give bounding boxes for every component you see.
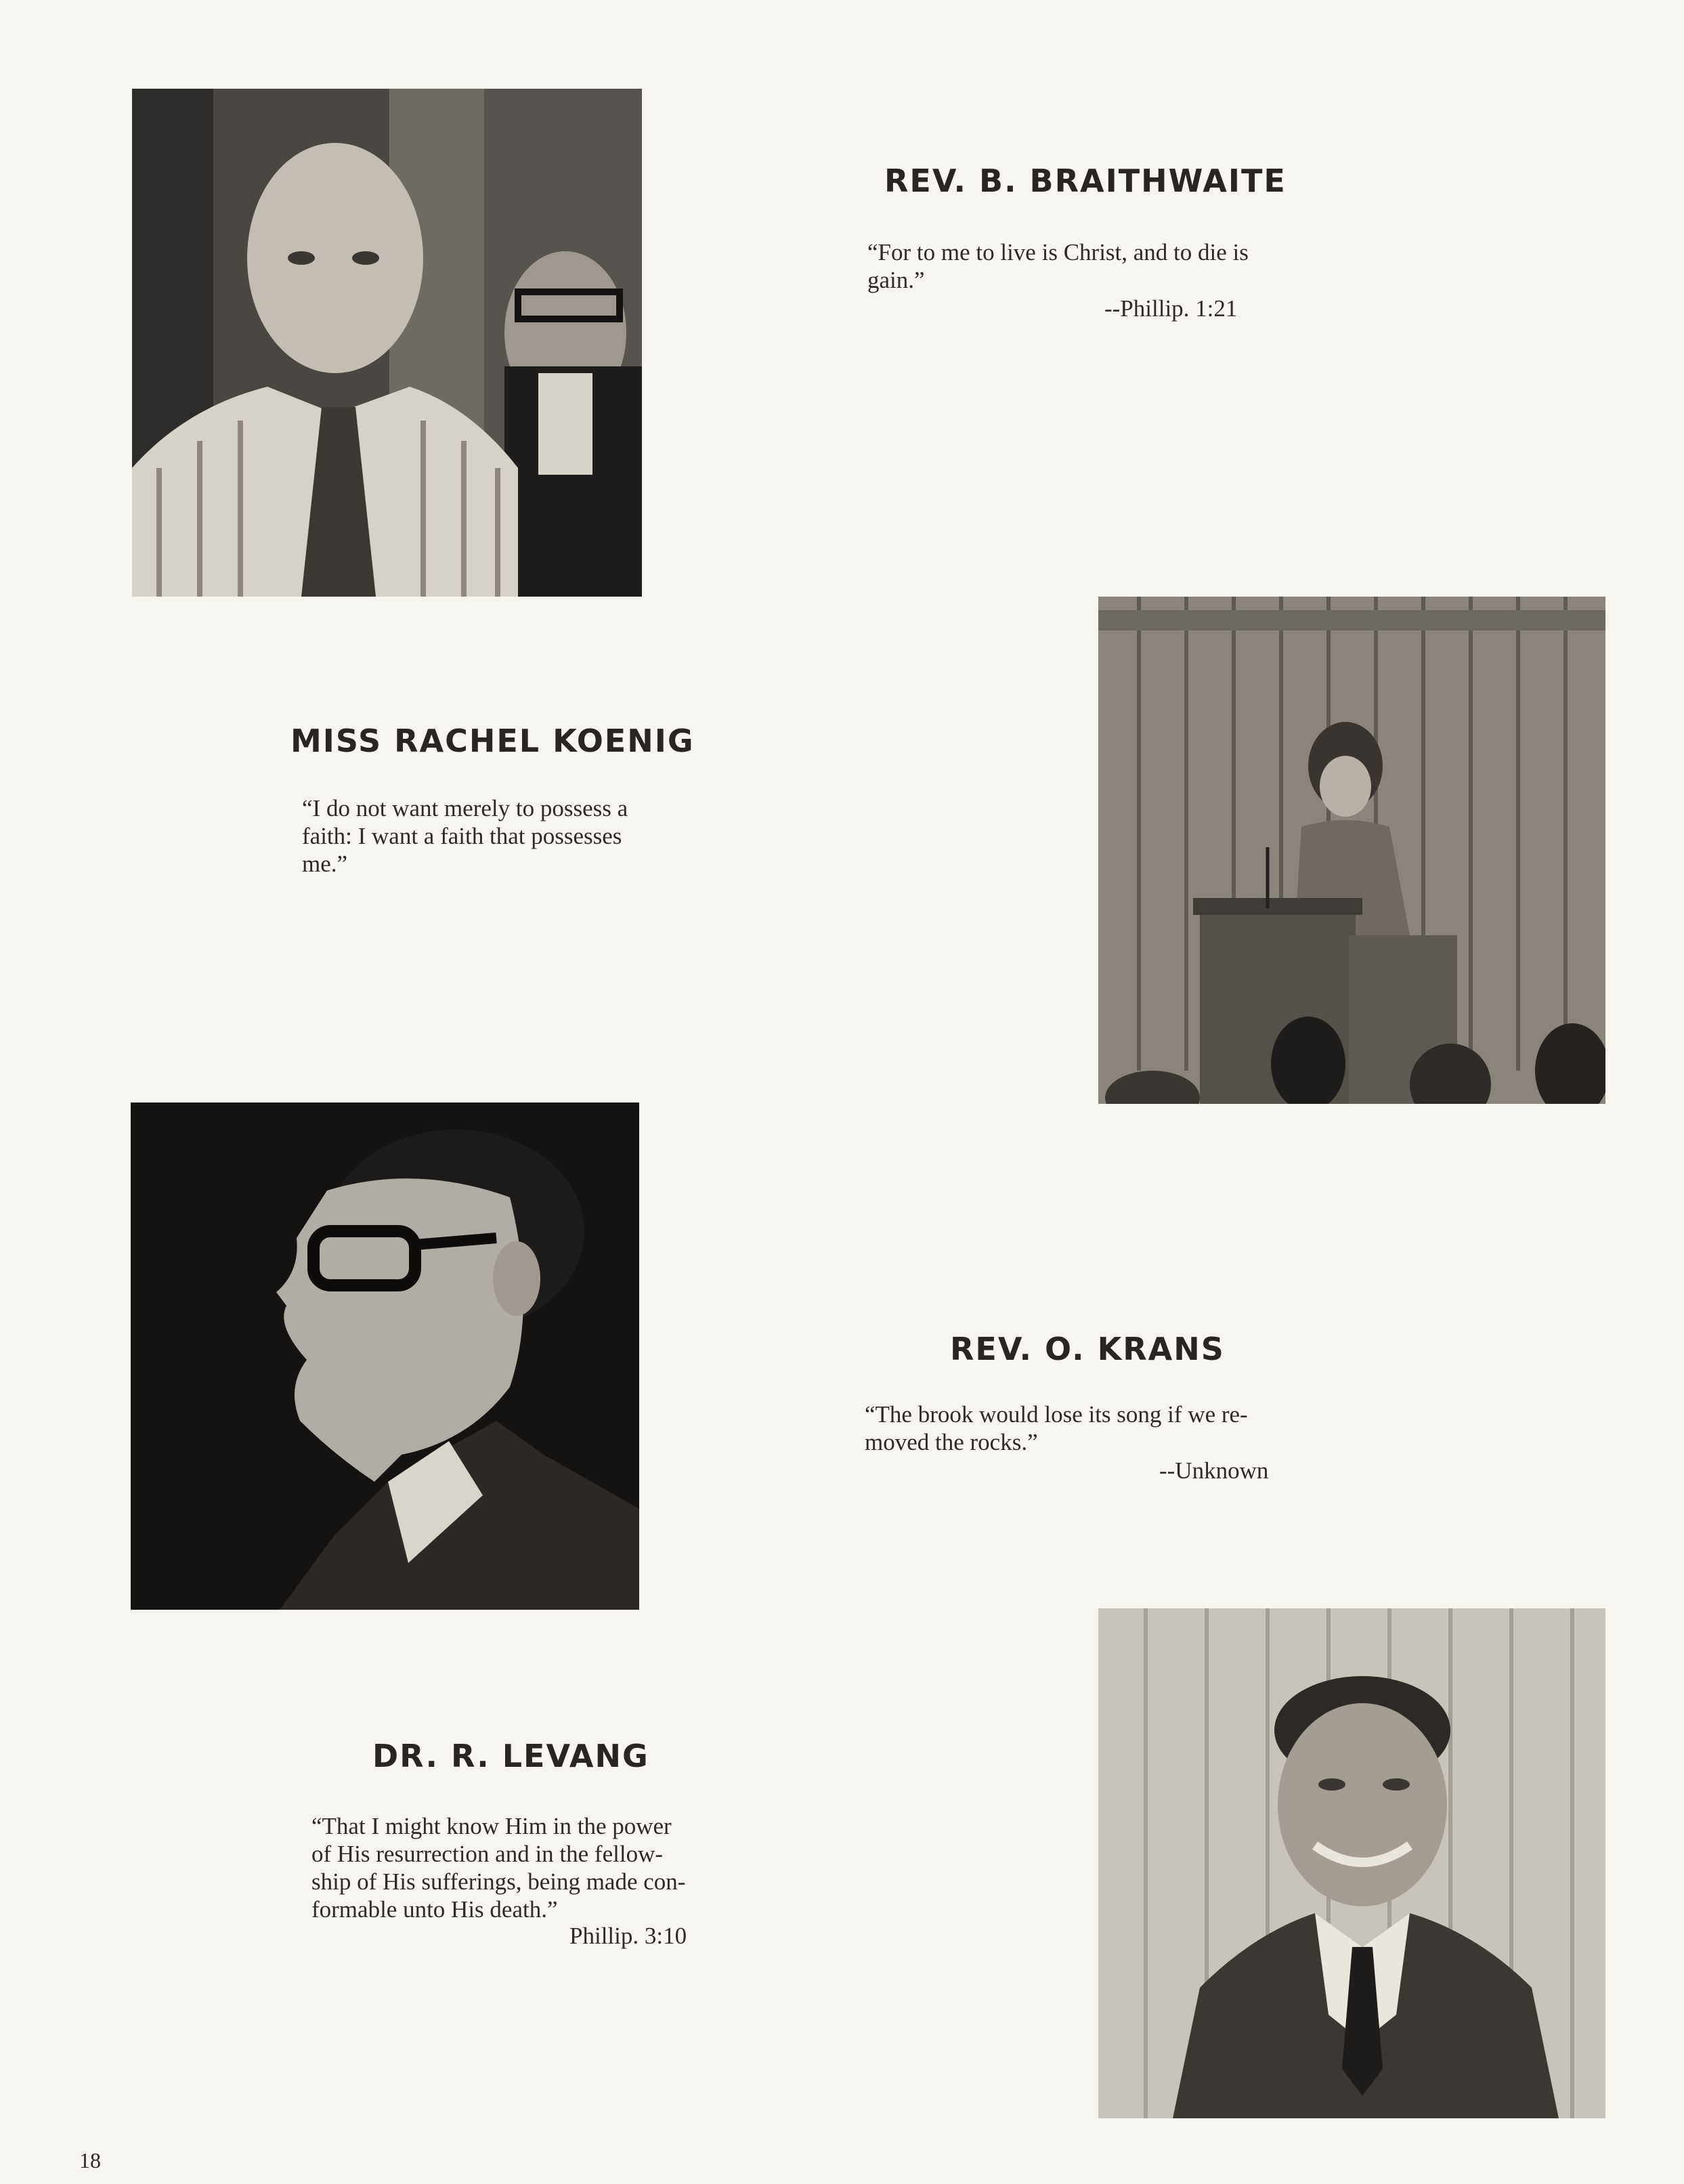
levang-quote: “That I might know Him in the power of His resurrection and in the fellow- ship of His sufferings, being made con- formable unto His death.”: [311, 1813, 686, 1923]
koenig-name: MISS RACHEL KOENIG: [290, 723, 695, 759]
levang-attribution: Phillip. 3:10: [569, 1923, 687, 1949]
levang-name: DR. R. LEVANG: [372, 1738, 649, 1774]
koenig-photo: [1098, 597, 1605, 1104]
braithwaite-name: REV. B. BRAITHWAITE: [884, 163, 1287, 199]
krans-photo: [131, 1102, 639, 1610]
smiling-portrait-photo-icon: [1098, 1608, 1605, 2118]
krans-name: REV. O. KRANS: [950, 1331, 1225, 1367]
krans-attribution: --Unknown: [1159, 1457, 1269, 1484]
podium-speaker-photo-icon: [1098, 597, 1605, 1104]
braithwaite-photo: [132, 89, 642, 597]
koenig-quote: “I do not want merely to possess a faith: I want a faith that possesses me.”: [302, 795, 628, 877]
page-number: 18: [79, 2148, 101, 2172]
levang-photo: [1098, 1608, 1605, 2118]
profile-portrait-photo-icon: [131, 1102, 639, 1610]
braithwaite-attribution: --Phillip. 1:21: [1104, 295, 1238, 322]
portrait-photo-icon: [132, 89, 642, 597]
braithwaite-quote: “For to me to live is Christ, and to die is gain.”: [867, 239, 1249, 293]
krans-quote: “The brook would lose its song if we re- moved the rocks.”: [865, 1401, 1248, 1455]
